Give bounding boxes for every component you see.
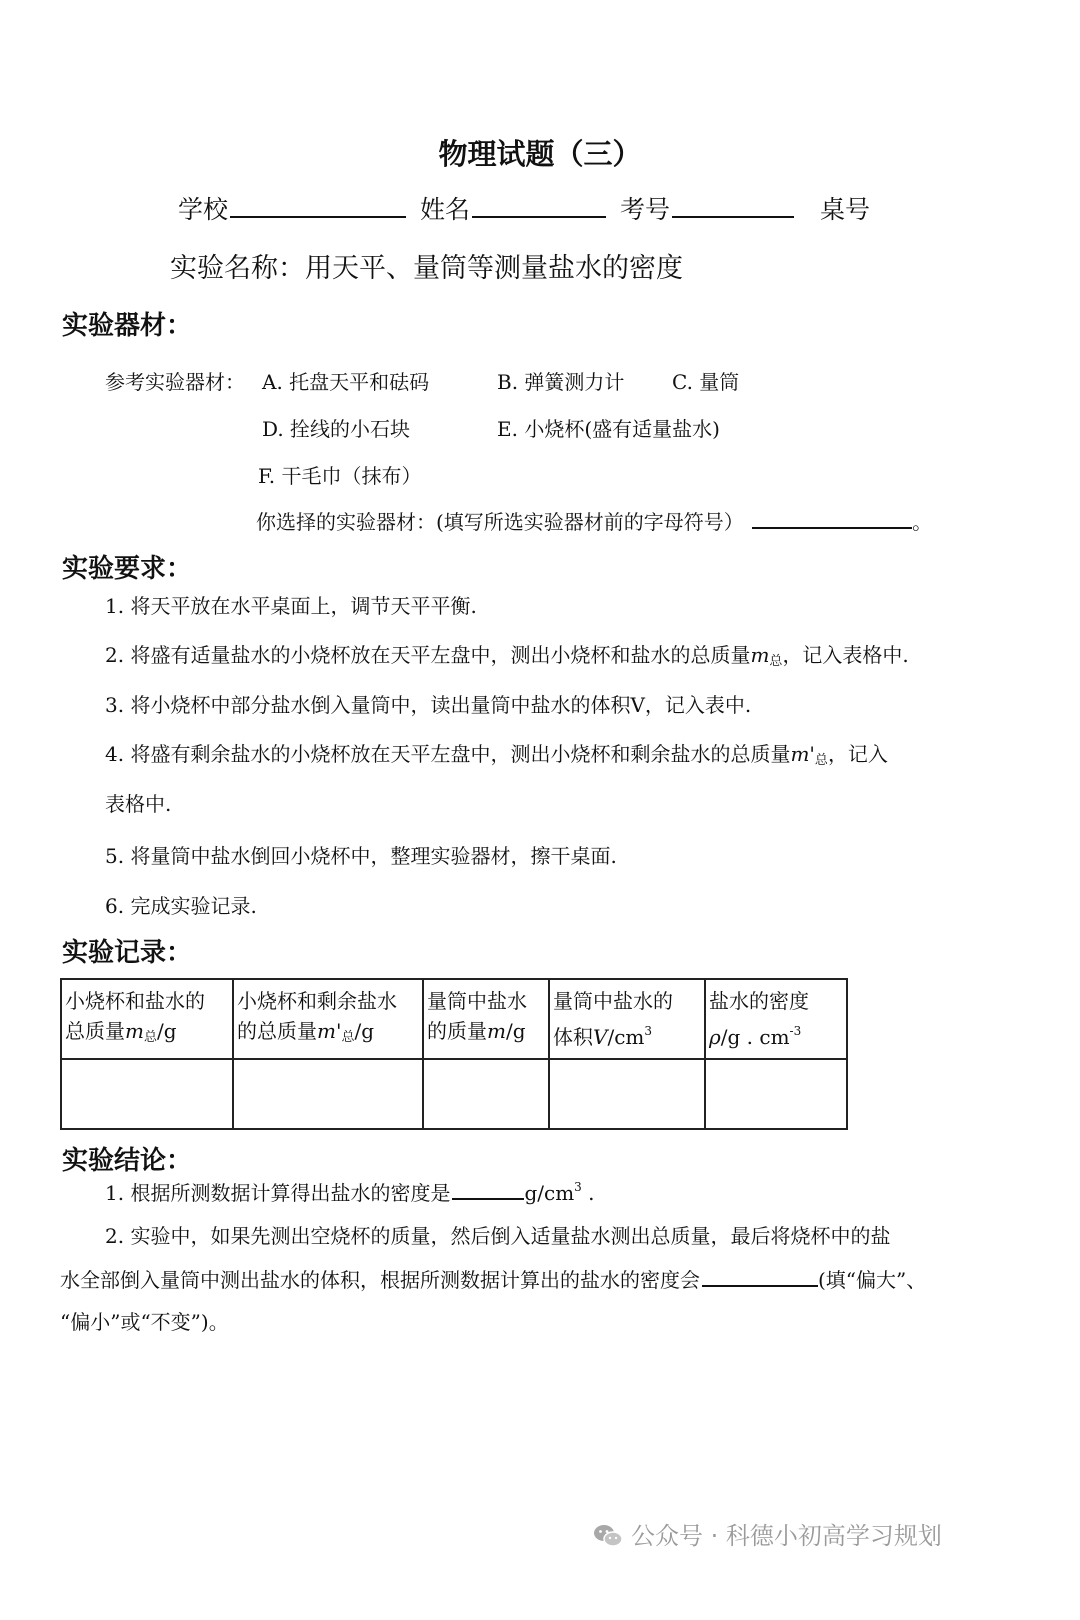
requirement-4-text: 4. 将盛有剩余盐水的小烧杯放在天平左盘中，测出小烧杯和剩余盐水的总质量 <box>105 742 791 766</box>
equipment-choice-end: 。 <box>912 510 933 534</box>
cell-cylinder-mass[interactable] <box>423 1059 549 1129</box>
page-title: 物理试题（三） <box>438 137 642 171</box>
requirement-5: 5. 将量筒中盐水倒回小烧杯中，整理实验器材，擦干桌面. <box>105 844 617 868</box>
requirement-4-end: ，记入 <box>827 742 888 766</box>
mass-remaining-subscript: 总 <box>814 753 828 768</box>
conclusion-2: 2. 实验中，如果先测出空烧杯的质量，然后倒入适量盐水测出总质量，最后将烧杯中的盐 <box>105 1224 891 1248</box>
mass-total-subscript: 总 <box>769 654 783 669</box>
experiment-name: 实验名称：用天平、量筒等测量盐水的密度 <box>170 253 683 284</box>
exam-no-field <box>620 190 794 226</box>
name-label: 姓名 <box>420 195 471 224</box>
requirement-1: 1. 将天平放在水平桌面上，调节天平平衡. <box>105 594 477 618</box>
equipment-choice-prompt: 你选择的实验器材：(填写所选实验器材前的字母符号） <box>256 510 744 534</box>
equipment-item-f: F. 干毛巾（抹布） <box>258 464 422 488</box>
exam-no-blank[interactable] <box>672 190 794 218</box>
record-table <box>60 978 848 1130</box>
density-answer-blank[interactable] <box>452 1178 524 1200</box>
equipment-ref-label: 参考实验器材： <box>105 370 245 394</box>
exam-no-label: 考号 <box>620 195 671 224</box>
equipment-item-b: B. 弹簧测力计 <box>497 370 625 394</box>
equipment-item-a: A. 托盘天平和砝码 <box>262 370 430 394</box>
header-cylinder-mass: 量筒中盐水 的质量m/g <box>423 979 549 1059</box>
equipment-choice <box>256 506 932 535</box>
equipment-item-e: E. 小烧杯(盛有适量盐水) <box>497 417 720 441</box>
equipment-heading: 实验器材： <box>62 311 193 341</box>
cell-remaining-mass[interactable] <box>233 1059 423 1129</box>
conclusion-2-line2: 水全部倒入量筒中测出盐水的体积，根据所测数据计算出的盐水的密度会 (填“偏大”、 <box>60 1264 926 1293</box>
watermark-text: 公众号 · 科德小初高学习规划 <box>631 1522 942 1550</box>
requirement-4-continued: 表格中. <box>105 792 172 816</box>
watermark <box>593 1516 942 1551</box>
cell-density[interactable] <box>705 1059 847 1129</box>
density-effect-blank[interactable] <box>702 1265 818 1287</box>
requirement-4 <box>105 738 888 768</box>
equipment-item-d: D. 拴线的小石块 <box>262 417 411 441</box>
school-label: 学校 <box>178 195 229 224</box>
equipment-choice-blank[interactable] <box>752 507 912 529</box>
cell-volume[interactable] <box>549 1059 705 1129</box>
header-density: 盐水的密度 ρ/g . $cm^{-3}$ <box>705 979 847 1059</box>
requirement-2-text: 2. 将盛有适量盐水的小烧杯放在天平左盘中，测出小烧杯和盐水的总质量 <box>105 643 751 667</box>
header-total-mass: 小烧杯和盐水的 总质量$m_总/g$ <box>61 979 233 1059</box>
conclusion-1: 1. 根据所测数据计算得出盐水的密度是 $g/cm^3$ . <box>105 1180 595 1205</box>
desk-no-label: 桌号 <box>820 195 871 224</box>
school-blank[interactable] <box>230 190 406 218</box>
requirement-2-end: ，记入表格中. <box>782 643 909 667</box>
requirement-2 <box>105 639 909 669</box>
header-volume: 量筒中盐水的 体积$V/cm^3$ <box>549 979 705 1059</box>
school-field <box>178 190 406 226</box>
table-header-row <box>61 979 847 1059</box>
name-blank[interactable] <box>472 190 606 218</box>
requirement-6: 6. 完成实验记录. <box>105 894 257 918</box>
equipment-item-c: C. 量筒 <box>672 370 740 394</box>
requirements-heading: 实验要求： <box>62 554 193 584</box>
table-input-row <box>61 1059 847 1129</box>
wechat-icon <box>593 1523 623 1549</box>
conclusion-heading: 实验结论： <box>62 1146 193 1176</box>
header-remaining-mass: 小烧杯和剩余盐水 的总质量$m'_总/g$ <box>233 979 423 1059</box>
conclusion-2-line3: “偏小”或“不变”)。 <box>60 1310 229 1334</box>
mass-total-symbol: m <box>750 643 770 667</box>
requirement-3: 3. 将小烧杯中部分盐水倒入量筒中，读出量筒中盐水的体积V，记入表中. <box>105 693 752 717</box>
cell-total-mass[interactable] <box>61 1059 233 1129</box>
record-heading: 实验记录： <box>62 938 193 968</box>
mass-remaining-symbol: m' <box>790 742 815 766</box>
name-field <box>420 190 606 226</box>
